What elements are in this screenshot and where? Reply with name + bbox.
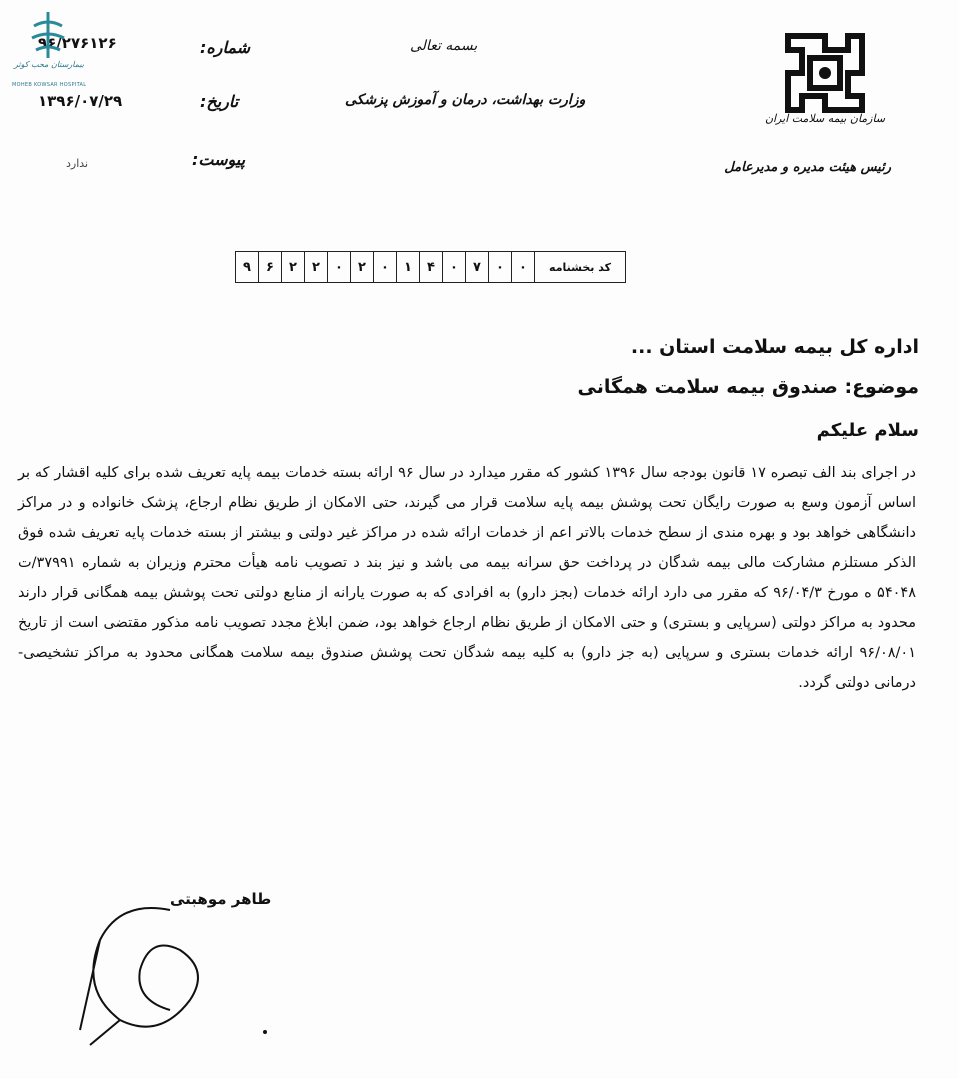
- code-digit: ۰: [489, 252, 512, 283]
- number-label: شماره:: [200, 38, 251, 57]
- letter-body: در اجرای بند الف تبصره ۱۷ قانون بودجه سال ۱۳۹۶ کشور که مقرر میدارد در سال ۹۶ ارائه بسته خدمات بیمه پایه تعریف شده برای کلیه اقشار که بر اساس آزمون وسع به صورت رایگان تحت پوشش بیمه پایه سلامت قرار می گیرند، حتی الامکان از طریق نظام ارجاع، پزشک خانواده و در مراکز دانشگاهی خواهد بود و بهره مندی از سطح خدمات بالاتر اعم از خدمات ارائه شده در مراکز غیر دولتی و بیشتر از بسته خدمات پایه تعریف شده فوق الذکر مستلزم مشارکت مالی بیمه شدگان در پرداخت حق سرانه بیمه می باشد و نیز بند د تصویب نامه هیأت محترم وزیران به شماره ۳۷۹۹۱/ت ۵۴۰۴۸ ه مورخ ۹۶/۰۴/۳ که مقرر می دارد ارائه خدمات (بجز دارو) به افرادی که به صورت یارانه از منابع دولتی تحت پوشش بیمه همگانی قرار دارند محدود به مراکز دولتی (سرپایی و بستری) و حتی الامکان از طریق نظام ارجاع خواهد بود، ضمن ابلاغ مجدد تصویب نامه مذکور مقتضی است از تاریخ ۹۶/۰۸/۰۱ ارائه خدمات بستری و سرپایی (به جز دارو) به کلیه بیمه شدگان تحت پوشش صندوق بیمه سلامت همگانی محدود به مراکز تشخیصی- درمانی دولتی گردد.: [18, 465, 917, 691]
- sender-position: رئیس هیئت مدیره و مدیرعامل: [724, 160, 891, 175]
- ministry-emblem-icon: [782, 30, 868, 116]
- circular-code-label: کد بخشنامه: [535, 252, 626, 283]
- greeting: سلام علیکم: [816, 420, 919, 441]
- circular-code-table: [235, 251, 626, 283]
- code-digit: ۲: [351, 252, 374, 283]
- code-digit: ۱: [397, 252, 420, 283]
- number-value: ۹۶/۲۷۶۱۲۶: [38, 34, 117, 52]
- hospital-name-en: MOHEB KOWSAR HOSPITAL: [12, 82, 87, 88]
- organization-name: سازمان بیمه سلامت ایران: [764, 112, 886, 125]
- code-digit: ۴: [420, 252, 443, 283]
- signer-name: طاهر موهبتی: [170, 890, 272, 908]
- attachment-label: پیوست:: [192, 150, 246, 169]
- code-digit: ۲: [282, 252, 305, 283]
- code-digit: ۷: [466, 252, 489, 283]
- basmala: بسمه تعالی: [410, 38, 478, 54]
- code-digit: ۰: [443, 252, 466, 283]
- code-digit: ۲: [305, 252, 328, 283]
- signature-icon: [60, 880, 280, 1050]
- attachment-value: ندارد: [66, 157, 89, 170]
- code-digit: ۰: [512, 252, 535, 283]
- subject: موضوع: صندوق بیمه سلامت همگانی: [577, 376, 919, 398]
- code-digit: ۶: [259, 252, 282, 283]
- date-label: تاریخ:: [200, 92, 239, 111]
- code-digit: ۰: [374, 252, 397, 283]
- code-digit: ۰: [328, 252, 351, 283]
- hospital-name: بیمارستان محب کوثر: [14, 60, 84, 69]
- recipient: اداره کل بیمه سلامت استان ...: [630, 336, 919, 358]
- date-value: ۱۳۹۶/۰۷/۲۹: [38, 92, 123, 110]
- hospital-logo-icon: [24, 8, 72, 68]
- code-digit: ۹: [236, 252, 259, 283]
- ministry-name: وزارت بهداشت، درمان و آموزش پزشکی: [345, 92, 586, 108]
